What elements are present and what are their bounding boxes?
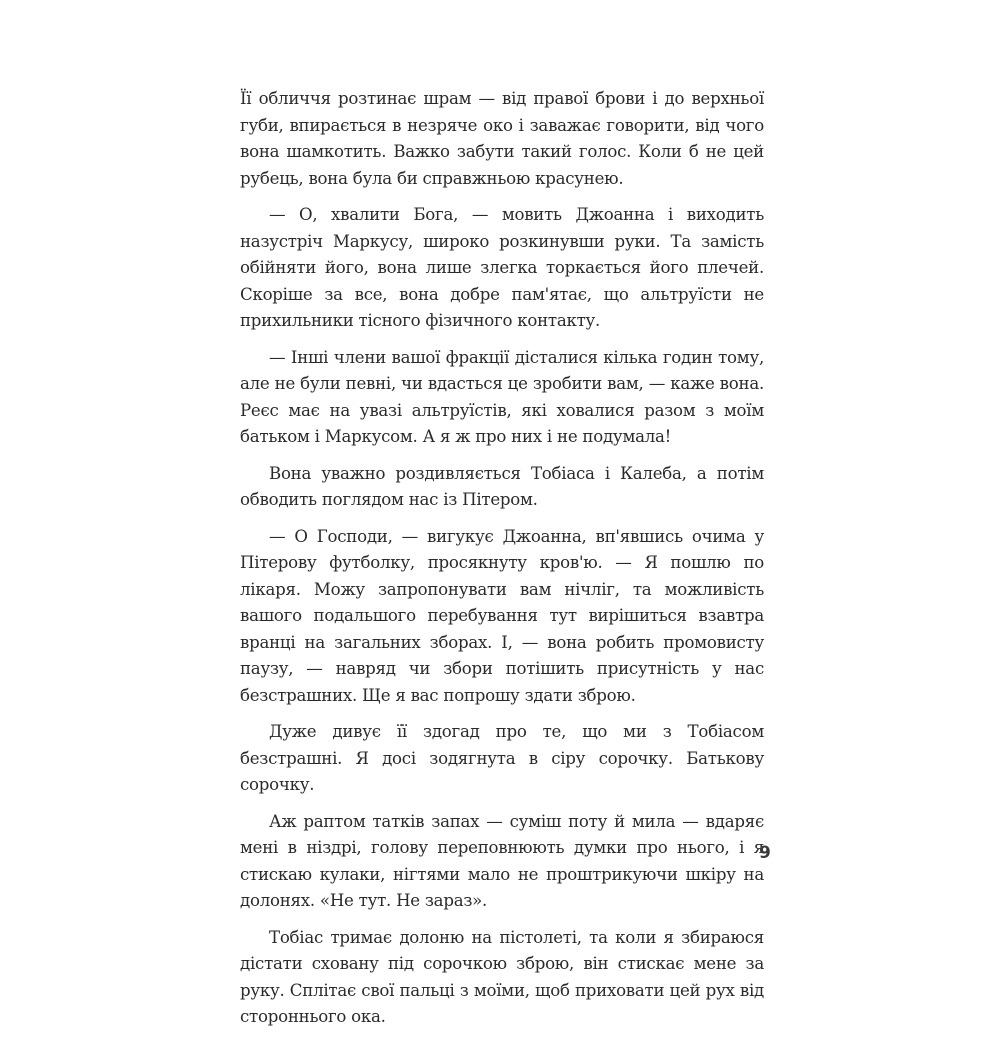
paragraph: — О, хвалити Бога, — мовить Джоанна і виходить назустріч Маркусу, широко розкинувши руки. Та замість обійняти його, вона лише злегка торкається його плечей. Скоріше за все, вона добре пам'ятає, що альтруїсти не прихильники тісного фізичного контакту. bbox=[240, 205, 764, 330]
body-text bbox=[240, 86, 764, 1041]
paragraph: Дуже дивує її здогад про те, що ми з Тобіасом безстрашні. Я досі зодягнута в сіру сорочку. Батькову сорочку. bbox=[240, 722, 764, 794]
paragraph: Аж раптом татків запах — суміш поту й мила — вдаряє мені в ніздрі, голову переповнюють думки про нього, і я стискаю кулаки, нігтями мало не проштрикуючи шкіру на долонях. «Не тут. Не зараз». bbox=[240, 811, 764, 910]
paragraph: Її обличчя розтинає шрам — від правої брови і до верхньої губи, впирається в незряче око і заважає говорити, від чого вона шамкотить. Важко забути такий голос. Коли б не цей рубець, вона була би справжньою красунею. bbox=[240, 89, 764, 188]
page-number: 9 bbox=[759, 843, 771, 863]
paragraph: — О Господи, — вигукує Джоанна, вп'явшись очима у Пітерову футболку, просякнуту кров'ю. — Я пошлю по лікаря. Можу запропонувати вам нічліг, та можливість вашого подальшого перебування тут вирішиться взавтра вранці на загальних зборах. І, — вона робить промовисту паузу, — навряд чи збори потішить присутність у нас безстрашних. Ще я вас попрошу здати зброю. bbox=[240, 526, 764, 705]
paragraph: Вона уважно роздивляється Тобіаса і Калеба, а потім обводить поглядом нас із Пітером. bbox=[240, 463, 764, 509]
paragraph: Тобіас тримає долоню на пістолеті, та коли я збираюся дістати сховану під сорочкою зброю, він стискає мене за руку. Сплітає свої пальці з моїми, щоб приховати цей рух від стороннього ока. bbox=[240, 927, 764, 1026]
paragraph: — Інші члени вашої фракції дісталися кілька годин тому, але не були певні, чи вдасться це зробити вам, — каже вона. Реєс має на увазі альтруїстів, які ховалися разом з моїм батьком і Маркусом. А я ж про них і не подумала! bbox=[240, 347, 764, 446]
